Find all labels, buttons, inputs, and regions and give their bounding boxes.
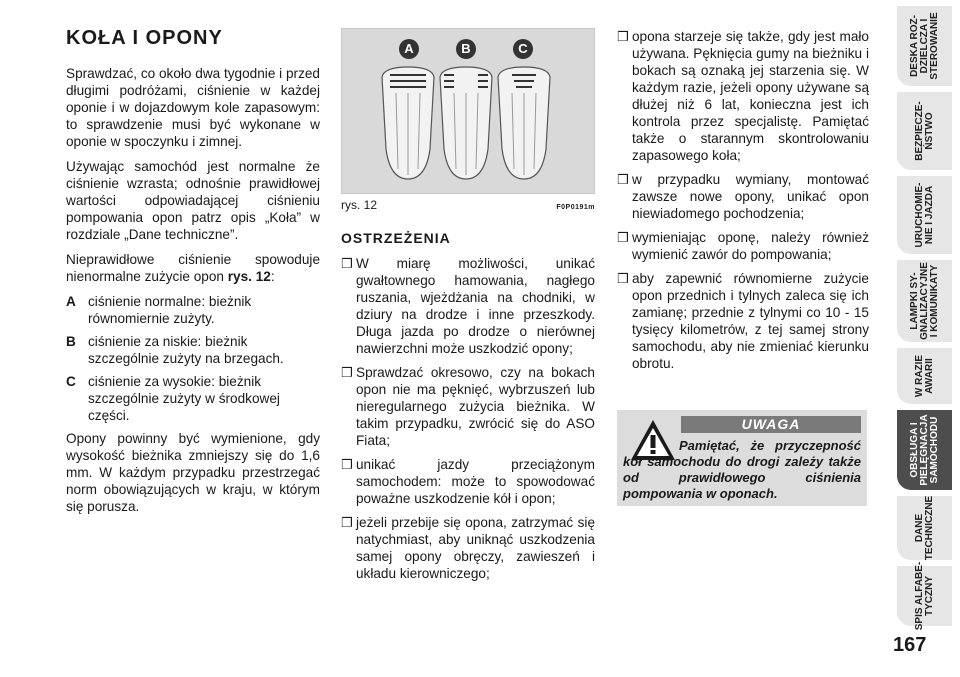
chapter-tab[interactable]: DANE TECHNICZNE	[897, 496, 952, 560]
wear-item-c	[66, 373, 320, 424]
wear-item-a	[66, 293, 320, 327]
bullet-item: ❒ aby zapewnić równomierne zużycie opon przednich i tylnych zaleca się ich zamianę; przednie z tylnymi co 10 - 15 tysięcy kilometrów, z tej samej strony samochodu, aby nie zmieniać kierunku obrotu.	[617, 271, 869, 371]
bullet-item: ❒ W miarę możliwości, unikać gwałtownego hamowania, nagłego ruszania, wjeżdżania na chodniki, w dziury na drodze i inne przeszkody. Długa jazda po drodze o nierównej nawierzchni może uszkodzić opony;	[341, 256, 595, 356]
bullet-item: ❒ Sprawdzać okresowo, czy na bokach opon nie ma pęknięć, wybrzuszeń lub nieregularnego zużycia bieżnika. W takim przypadku, zwrócić się do ASO Fiata;	[341, 365, 595, 448]
figure-caption-text: rys. 12	[341, 198, 378, 212]
warnings-heading: OSTRZEŻENIA	[341, 230, 451, 246]
paragraph	[66, 251, 320, 285]
figure-caption	[341, 197, 595, 216]
column-middle	[341, 28, 595, 589]
tire-illustration	[342, 29, 594, 193]
checkbox-bullet-icon: ❒	[341, 256, 353, 271]
chapter-tab[interactable]: BEZPIECZE- ŃSTWO	[897, 92, 952, 170]
chapter-tab[interactable]: DESKA ROZ- DZIELCZA I STEROWANIE	[897, 6, 952, 86]
bullet-item: ❒ w przypadku wymiany, montować zawsze nowe opony, unikać opon niewiadomego pochodzenia;	[617, 172, 869, 221]
warning-title: UWAGA	[681, 416, 861, 433]
figure-reference: rys. 12	[227, 269, 271, 284]
paragraph: Opony powinny być wymienione, gdy wysokość bieżnika zmniejszy się do 1,6 mm. W każdym przypadku przestrzegać norm obowiązujących w kraju, w którym się porusza.	[66, 431, 320, 514]
tire-wear-figure	[341, 28, 595, 194]
figure-code: F0P0191m	[556, 204, 595, 211]
bullet-item: ❒ unikać jazdy przeciążonym samochodem: może to spowodować poważne uszkodzenie kół i opon;	[341, 457, 595, 506]
wear-key: C	[66, 374, 76, 389]
checkbox-bullet-icon: ❒	[617, 230, 629, 245]
checkbox-bullet-icon: ❒	[617, 29, 629, 44]
paragraph: Sprawdzać, co około dwa tygodnie i przed długimi podróżami, ciśnienie w każdej oponie i w dojazdowym kole zapasowym: to sprawdzenie musi być wykonane w oponie w spoczynku i zimnej.	[66, 66, 320, 149]
column-left	[66, 27, 320, 523]
warning-box	[617, 410, 867, 506]
wear-text: ciśnienie za wysokie: bieżnik szczególnie zużyty w środkowej części.	[88, 374, 280, 423]
label-badge-a: A	[399, 39, 419, 59]
checkbox-bullet-icon: ❒	[617, 271, 629, 286]
wear-key: A	[66, 294, 76, 309]
paragraph-colon: :	[270, 269, 275, 284]
wear-item-b	[66, 333, 320, 367]
wear-text: ciśnienie normalne: bieżnik równomiernie zużyty.	[88, 294, 252, 326]
chapter-tab[interactable]: URUCHOMIE- NIE I JAZDA	[897, 176, 952, 254]
label-badge-b: B	[456, 39, 476, 59]
label-badge-c: C	[513, 39, 533, 59]
wear-text: ciśnienie za niskie: bieżnik szczególnie zużyty na brzegach.	[88, 334, 284, 366]
bullet-item: ❒ wymieniając oponę, należy również wymienić zawór do pompowania;	[617, 230, 869, 262]
bullet-item: ❒ jeżeli przebije się opona, zatrzymać się natychmiast, aby uniknąć uszkodzenia samej opony obręczy, zawieszeń i układu kierowniczego;	[341, 515, 595, 581]
paragraph: Używając samochód jest normalne że ciśnienie wzrasta; odnośnie prawidłowej wartości odpowiadającej ciśnieniu pompowania opon patrz opis „Koła” w rozdziale „Dane techniczne”.	[66, 159, 320, 242]
chapter-tab[interactable]: W RAZIE AWARII	[897, 348, 952, 404]
chapter-tabs	[897, 0, 960, 677]
chapter-tab[interactable]: LAMPKI SY- GNALIZACYJNE I KOMUNIKATY	[897, 260, 952, 342]
warning-text: Pamiętać, że przyczepność kół samochodu do drogi zależy także od prawidłowego ciśnienia pompowania w oponach.	[623, 438, 861, 501]
page-number: 167	[893, 634, 927, 656]
checkbox-bullet-icon: ❒	[341, 515, 353, 530]
section-title: KOŁA I OPONY	[66, 27, 223, 49]
column-right	[617, 28, 869, 379]
wear-key: B	[66, 334, 76, 349]
chapter-tab-active[interactable]: OBSŁUGA I PIELĘGNACJA SAMOCHODU	[897, 410, 952, 490]
chapter-tab[interactable]: SPIS ALFABE- TYCZNY	[897, 566, 952, 626]
checkbox-bullet-icon: ❒	[341, 457, 353, 472]
bullet-item: ❒ opona starzeje się także, gdy jest mało używana. Pęknięcia gumy na bieżniku i bokach są oznaką jej starzenia się. W każdym razie, jeżeli opony używane są dłużej niż 6 lat, konieczna jest ich kontrola przez specjalistę. Pamiętać także o starannym skontrolowaniu zapasowego koła;	[617, 29, 869, 163]
checkbox-bullet-icon: ❒	[617, 172, 629, 187]
paragraph-text: Nieprawidłowe ciśnienie spowoduje nienormalne zużycie opon	[66, 252, 320, 284]
checkbox-bullet-icon: ❒	[341, 365, 353, 380]
